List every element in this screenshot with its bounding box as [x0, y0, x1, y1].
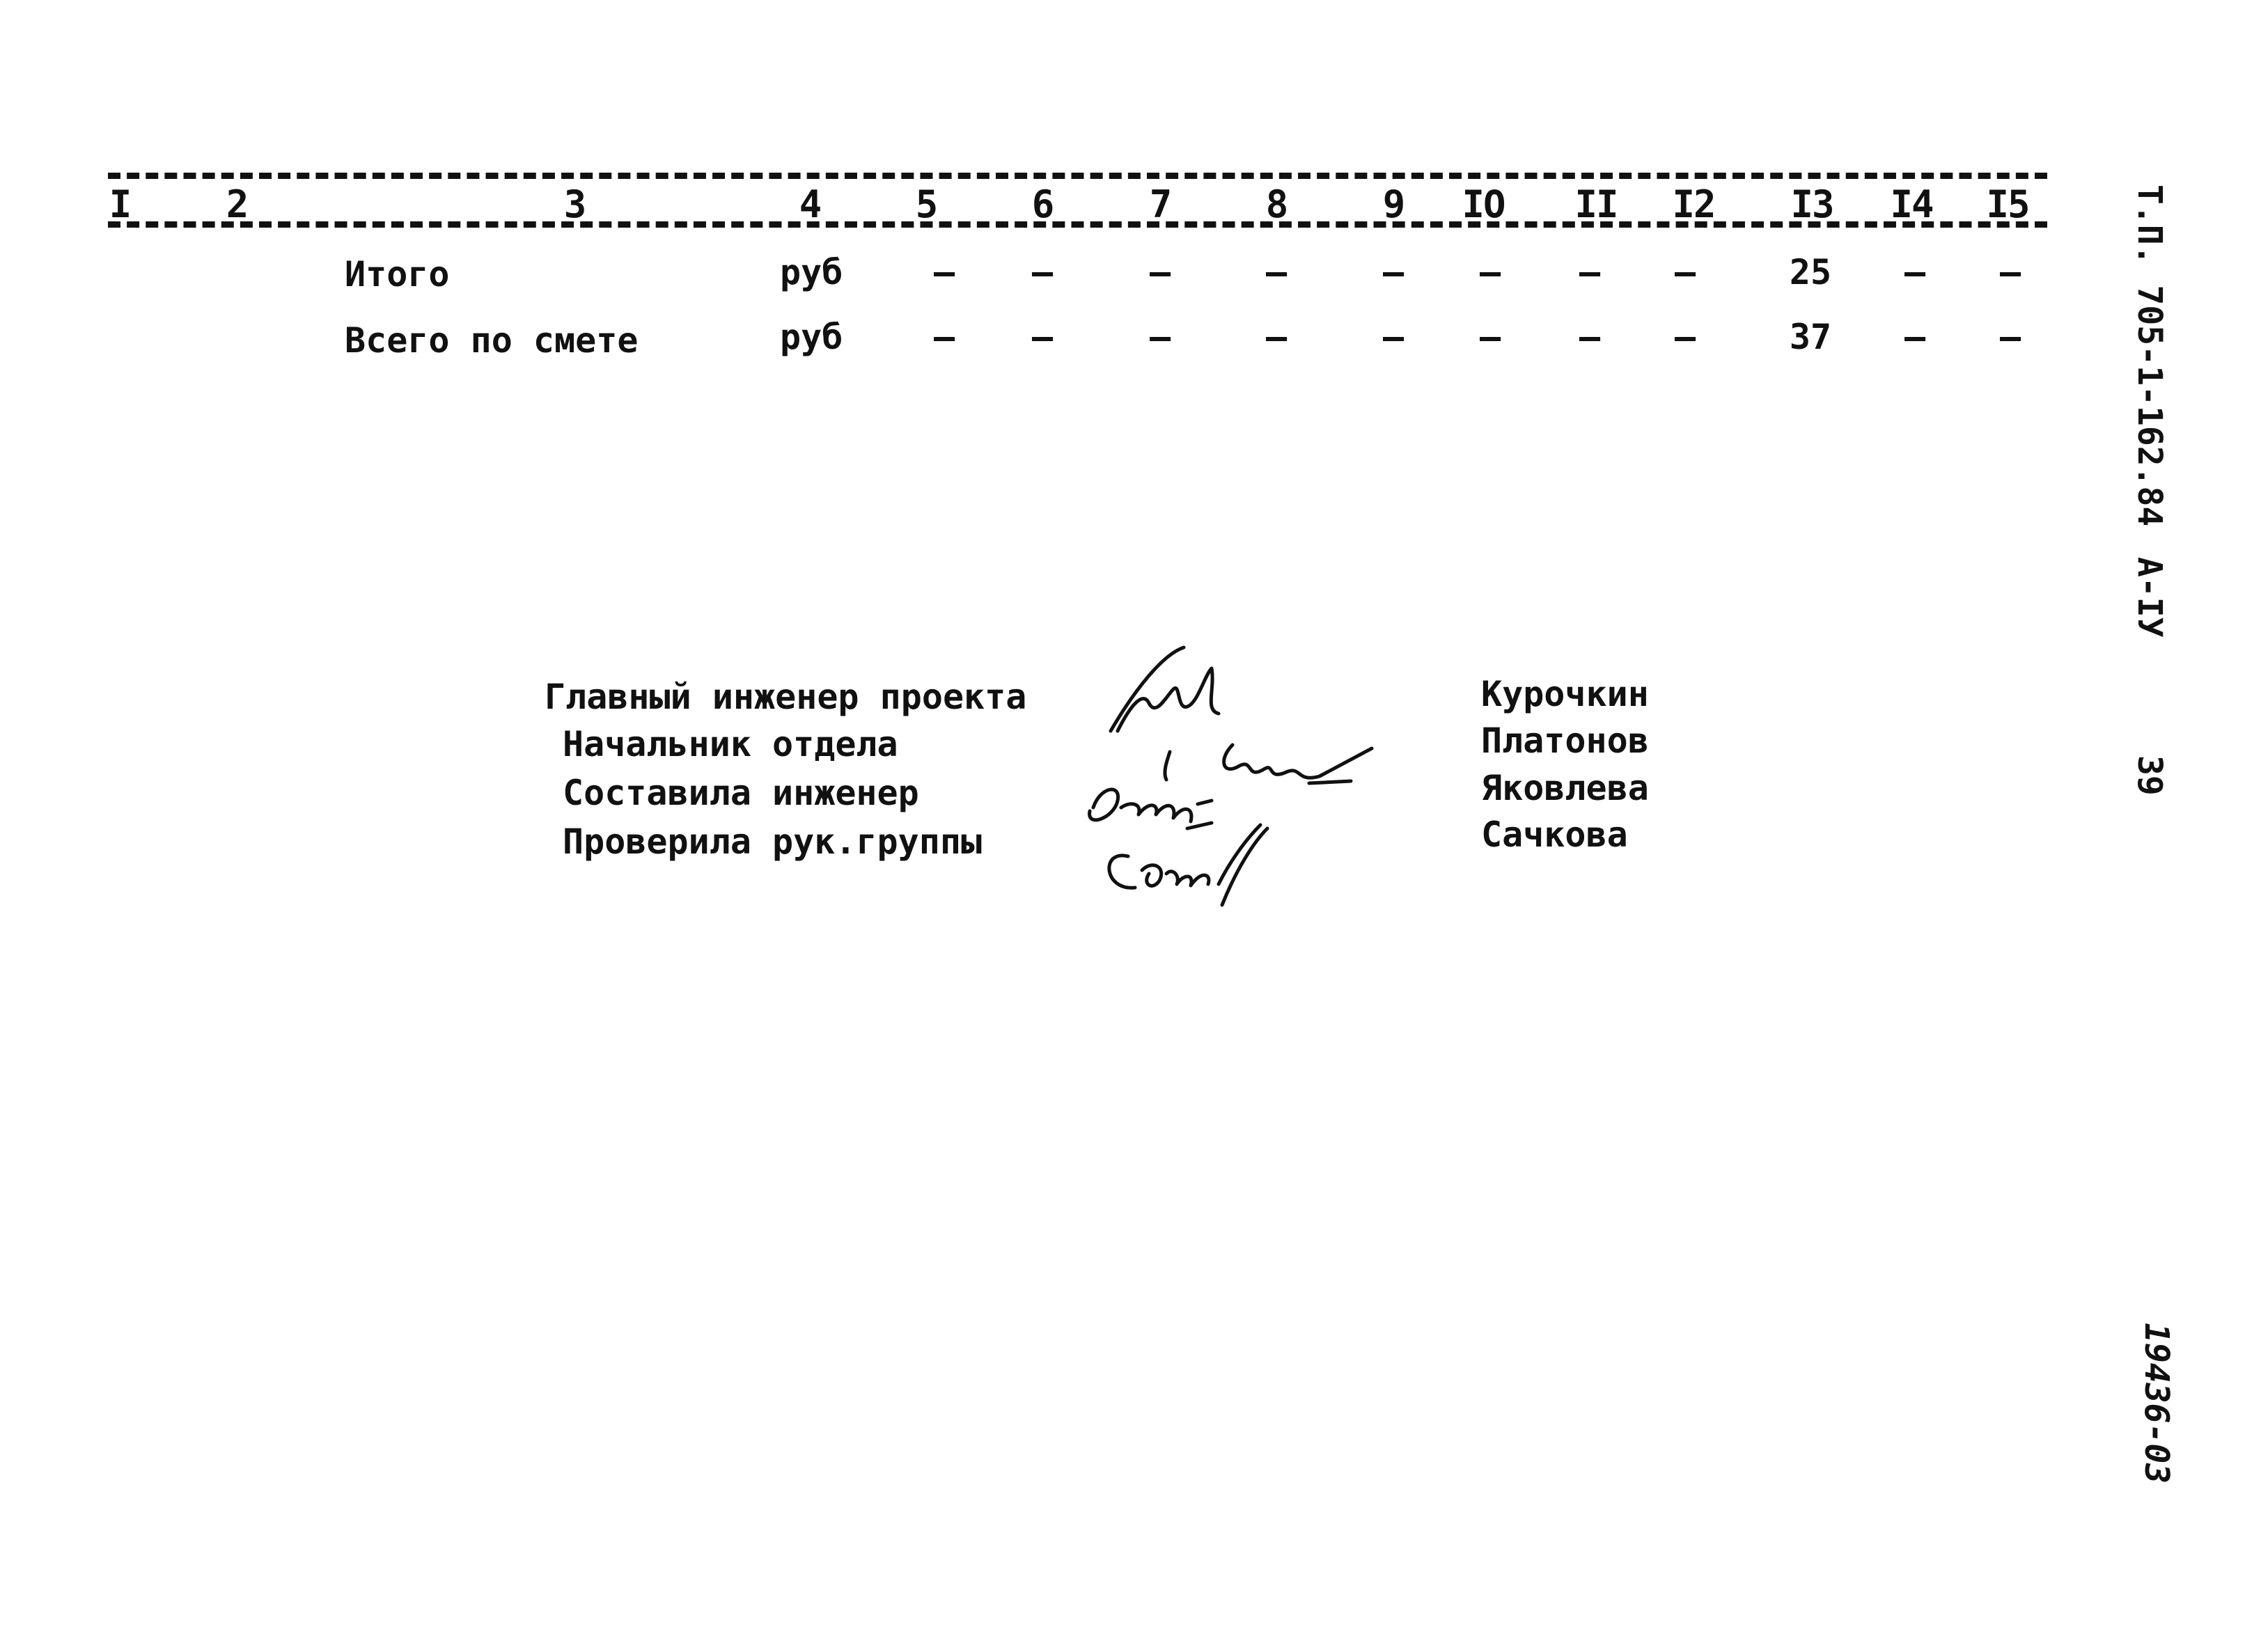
table-cell: –: [1382, 252, 1405, 292]
table-cell: –: [1382, 317, 1405, 357]
column-number: I4: [1890, 182, 1933, 226]
album-number: А-IУ: [2130, 557, 2169, 638]
column-number: 7: [1149, 182, 1171, 226]
table-cell: –: [1149, 317, 1171, 357]
table-cell: –: [1999, 317, 2021, 357]
table-cell: –: [933, 252, 955, 292]
signatory-position: Главный инженер проекта: [545, 677, 1027, 717]
column-number: 3: [563, 182, 586, 226]
column-number: IO: [1462, 182, 1505, 226]
column-number: 8: [1265, 182, 1288, 226]
row-unit: руб: [780, 317, 843, 357]
column-number: I: [109, 182, 131, 226]
signatory-name: Платонов: [1481, 721, 1649, 761]
table-cell: –: [1579, 317, 1601, 357]
signatory-position: Начальник отдела: [563, 724, 898, 764]
column-number: 9: [1382, 182, 1405, 226]
signatory-name: Сачкова: [1481, 815, 1628, 855]
table-cell: –: [933, 317, 955, 357]
signatory-position: Составила инженер: [563, 773, 919, 813]
row-label: Всего по смете: [345, 320, 639, 361]
signatory-name: Курочкин: [1481, 674, 1649, 714]
table-cell: –: [1031, 317, 1054, 357]
table-cell: –: [1674, 252, 1696, 292]
signatory-position: Проверила рук.группы: [563, 821, 983, 862]
table-cell: –: [1265, 252, 1288, 292]
table-cell: 37: [1789, 317, 1832, 357]
table-cell: –: [1904, 317, 1926, 357]
page-number: 39: [2130, 755, 2169, 796]
row-unit: руб: [780, 252, 843, 292]
column-number: I5: [1986, 182, 2029, 226]
table-cell: –: [1479, 252, 1501, 292]
table-cell: –: [1265, 317, 1288, 357]
column-number: 2: [226, 182, 248, 226]
table-cell: –: [1904, 252, 1926, 292]
handwritten-signatures: [1045, 627, 1462, 940]
table-cell: –: [1579, 252, 1601, 292]
table-cell: –: [1479, 317, 1501, 357]
table-cell: –: [1999, 252, 2021, 292]
column-number: 4: [799, 182, 821, 226]
table-cell: 25: [1789, 252, 1832, 292]
column-number: II: [1574, 182, 1618, 226]
column-number: I3: [1790, 182, 1833, 226]
table-cell: –: [1031, 252, 1054, 292]
document-code: Т.П. 705-1-162.84: [2130, 184, 2169, 527]
column-number: 5: [915, 182, 937, 226]
table-header-top-rule: [108, 173, 2047, 179]
signatory-name: Яковлева: [1481, 768, 1649, 808]
archive-stamp: 19436-03: [2137, 1323, 2176, 1484]
table-cell: –: [1674, 317, 1696, 357]
column-number: I2: [1672, 182, 1715, 226]
row-label: Итого: [345, 254, 450, 294]
column-number: 6: [1031, 182, 1054, 226]
table-cell: –: [1149, 252, 1171, 292]
